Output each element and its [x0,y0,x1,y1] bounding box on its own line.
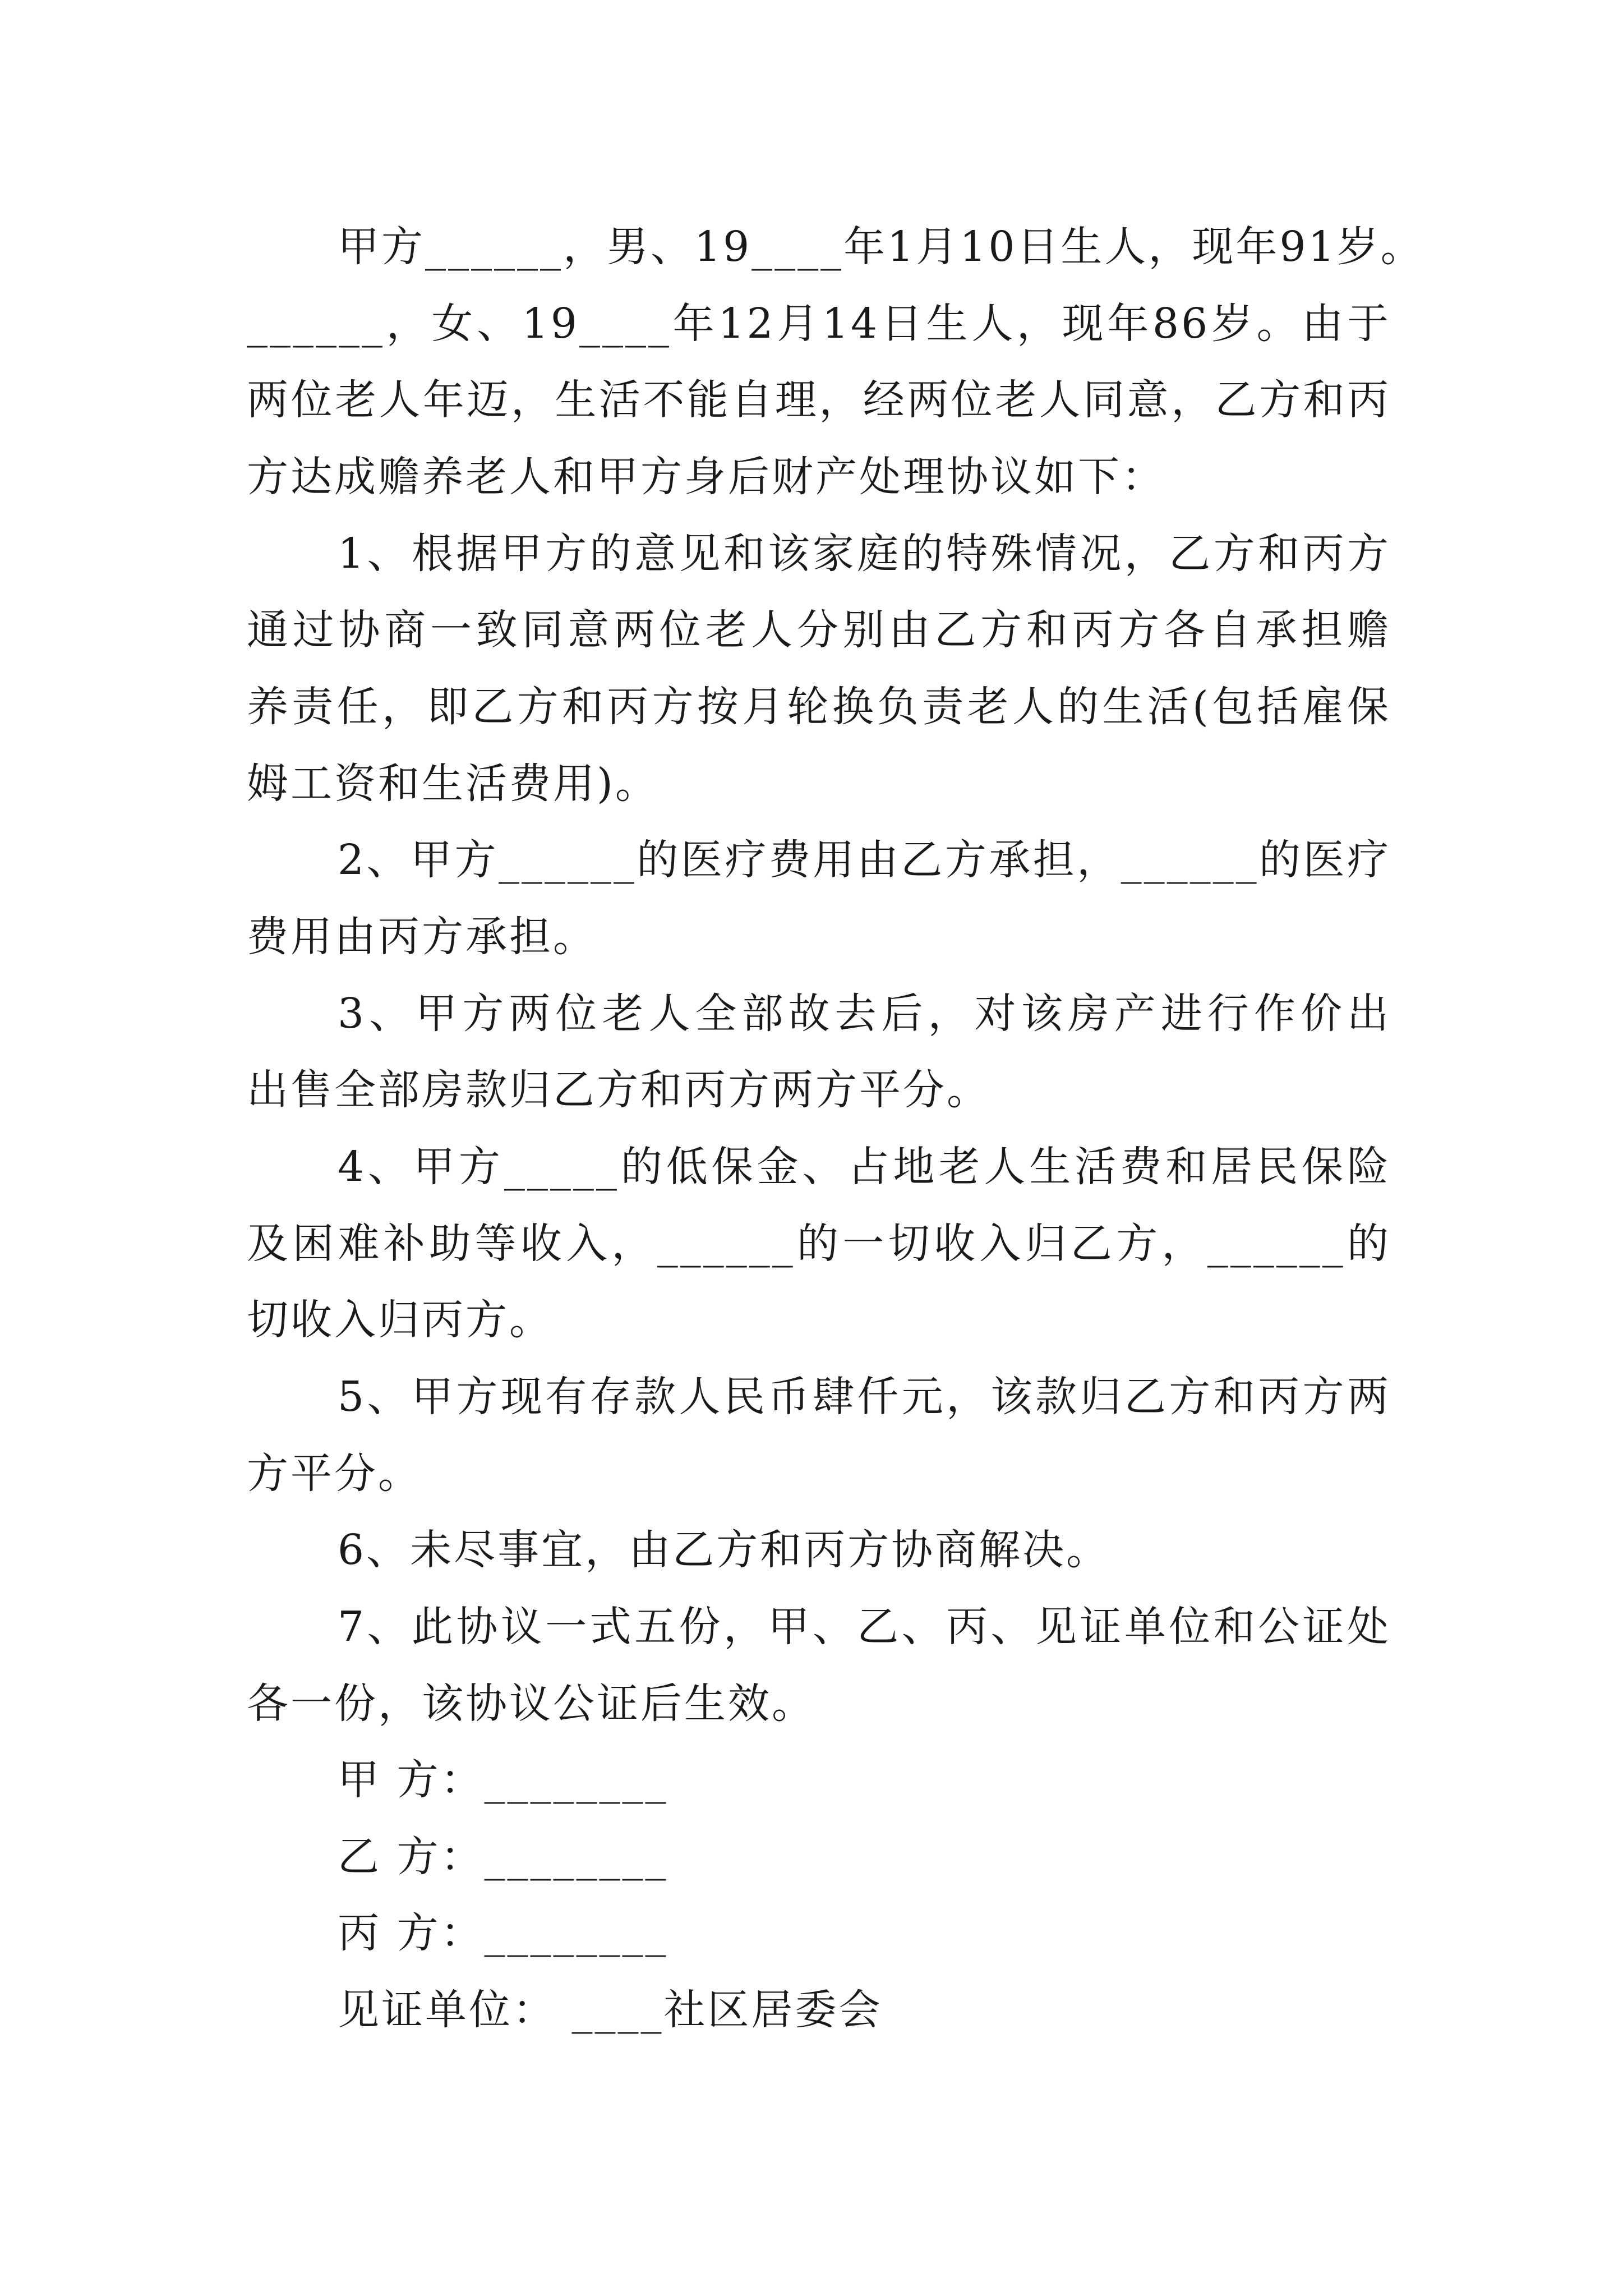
paragraph-line: 方达成赡养老人和甲方身后财产处理协议如下： [247,453,1165,501]
paragraph-line: ______，女、19____年12月14日生人，现年86岁。由于 [247,300,1391,348]
paragraph-line: 甲方______，男、19____年1月10日生人，现年91岁。 [338,223,1424,271]
signature-party-a: 甲 方：________ [338,1756,668,1804]
paragraph-line: 各一份，该协议公证后生效。 [247,1680,815,1728]
paragraph-line: 7、此协议一式五份，甲、乙、丙、见证单位和公证处 [338,1603,1391,1651]
paragraph-line: 两位老人年迈，生活不能自理，经两位老人同意，乙方和丙 [247,376,1391,424]
paragraph-line: 姆工资和生活费用)。 [247,760,659,808]
paragraph-line: 3、甲方两位老人全部故去后，对该房产进行作价出 [338,990,1391,1038]
paragraph-line: 费用由丙方承担。 [247,913,597,961]
signature-witness: 见证单位： ____社区居委会 [338,1986,883,2034]
paragraph-line: 通过协商一致同意两位老人分别由乙方和丙方各自承担赡 [247,606,1391,654]
paragraph-line: 及困难补助等收入，______的一切收入归乙方，______的 [247,1220,1391,1268]
signature-party-c: 丙 方：________ [338,1909,668,1957]
paragraph-line: 1、根据甲方的意见和该家庭的特殊情况，乙方和丙方 [338,530,1391,578]
paragraph-line: 养责任，即乙方和丙方按月轮换负责老人的生活(包括雇保 [247,683,1391,731]
paragraph-line: 出售全部房款归乙方和丙方两方平分。 [247,1066,990,1114]
paragraph-line: 6、未尽事宜，由乙方和丙方协商解决。 [338,1526,1110,1574]
signature-party-b: 乙 方：________ [338,1833,668,1881]
paragraph-line: 5、甲方现有存款人民币肆仟元，该款归乙方和丙方两 [338,1373,1391,1421]
paragraph-line: 方平分。 [247,1450,422,1498]
paragraph-line: 切收入归丙方。 [247,1296,553,1344]
paragraph-line: 4、甲方_____的低保金、占地老人生活费和居民保险 [338,1143,1391,1191]
paragraph-line: 2、甲方______的医疗费用由乙方承担，______的医疗 [338,836,1391,884]
